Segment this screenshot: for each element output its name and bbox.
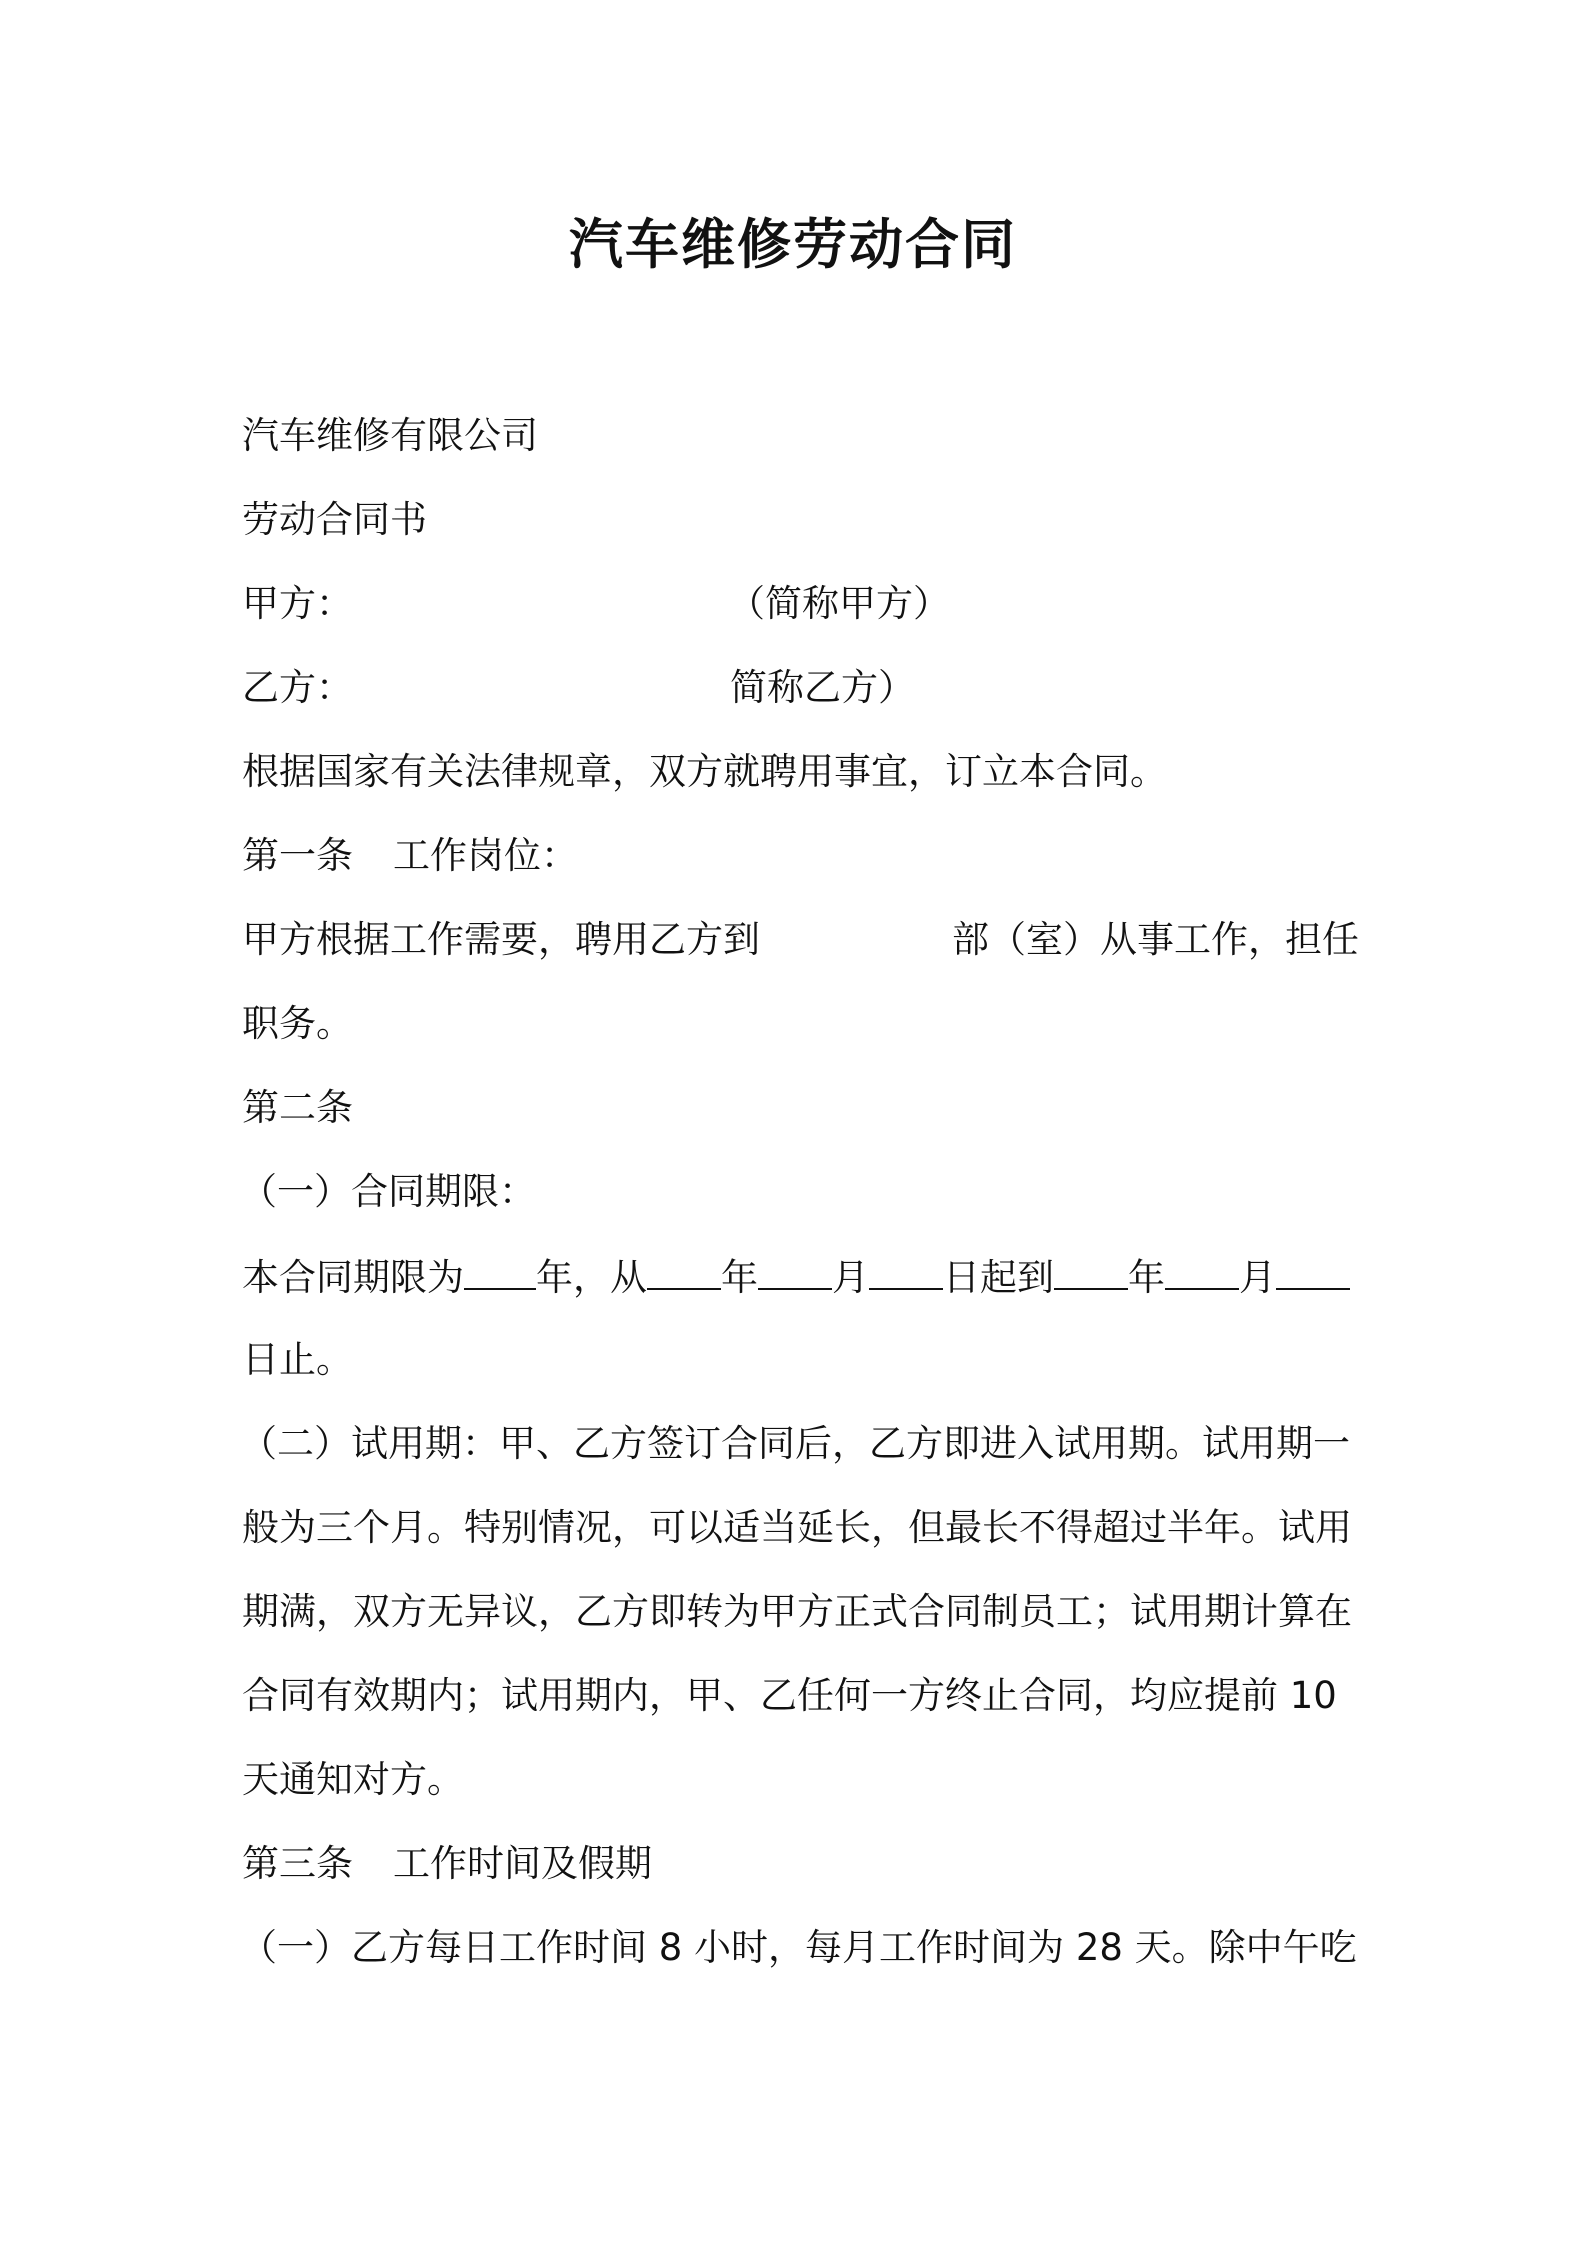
term-years-blank[interactable]: [464, 1250, 536, 1290]
term-text-7: 月: [1239, 1256, 1276, 1299]
article1-line1-right: 部（室）从事工作，担任: [952, 918, 1359, 961]
article1-heading: [242, 830, 578, 882]
article2-heading: 第二条: [242, 1086, 353, 1129]
party-a-label: 甲方：: [242, 582, 353, 625]
term-text-5: 日起到: [943, 1256, 1054, 1299]
document-title: 汽车维修劳动合同: [569, 213, 1017, 276]
article3-title: 工作时间及假期: [393, 1842, 652, 1885]
company-name: 汽车维修有限公司: [242, 414, 538, 457]
term-text-3: 年: [721, 1256, 758, 1299]
probation-line-2: 般为三个月。特别情况，可以适当延长，但最长不得超过半年。试用: [242, 1506, 1352, 1549]
probation-line-4: 合同有效期内；试用期内，甲、乙任何一方终止合同，均应提前 10: [242, 1674, 1337, 1717]
contract-term-end: 日止。: [242, 1338, 353, 1381]
start-year-blank[interactable]: [647, 1250, 721, 1290]
probation-line-1: （二）试用期：甲、乙方签订合同后，乙方即进入试用期。试用期一: [240, 1422, 1350, 1465]
article1-line2: 职务。: [242, 1002, 353, 1045]
article1-line1-left: 甲方根据工作需要，聘用乙方到: [242, 918, 760, 961]
document-name: 劳动合同书: [242, 498, 427, 541]
start-month-blank[interactable]: [758, 1250, 832, 1290]
term-text-2: 年，从: [536, 1256, 647, 1299]
probation-line-3: 期满，双方无异议，乙方即转为甲方正式合同制员工；试用期计算在: [242, 1590, 1352, 1633]
term-text-6: 年: [1128, 1256, 1165, 1299]
term-text-1: 本合同期限为: [242, 1256, 464, 1299]
preamble: 根据国家有关法律规章，双方就聘用事宜，订立本合同。: [242, 750, 1167, 793]
end-year-blank[interactable]: [1054, 1250, 1128, 1290]
end-month-blank[interactable]: [1165, 1250, 1239, 1290]
end-day-blank[interactable]: [1276, 1250, 1350, 1290]
party-b-note: 简称乙方）: [730, 666, 915, 709]
article1-number: 第一条: [242, 834, 353, 877]
contract-term-line: [242, 1250, 1350, 1304]
article3-line1: （一）乙方每日工作时间 8 小时，每月工作时间为 28 天。除中午吃: [240, 1926, 1357, 1969]
article3-heading: [242, 1838, 652, 1890]
party-b-label: 乙方：: [242, 666, 353, 709]
party-a-note: （简称甲方）: [728, 582, 950, 625]
term-text-4: 月: [832, 1256, 869, 1299]
start-day-blank[interactable]: [869, 1250, 943, 1290]
probation-line-5: 天通知对方。: [242, 1758, 464, 1801]
article2-sub1-heading: （一）合同期限：: [240, 1170, 536, 1213]
article3-number: 第三条: [242, 1842, 353, 1885]
article1-title: 工作岗位：: [393, 834, 578, 877]
